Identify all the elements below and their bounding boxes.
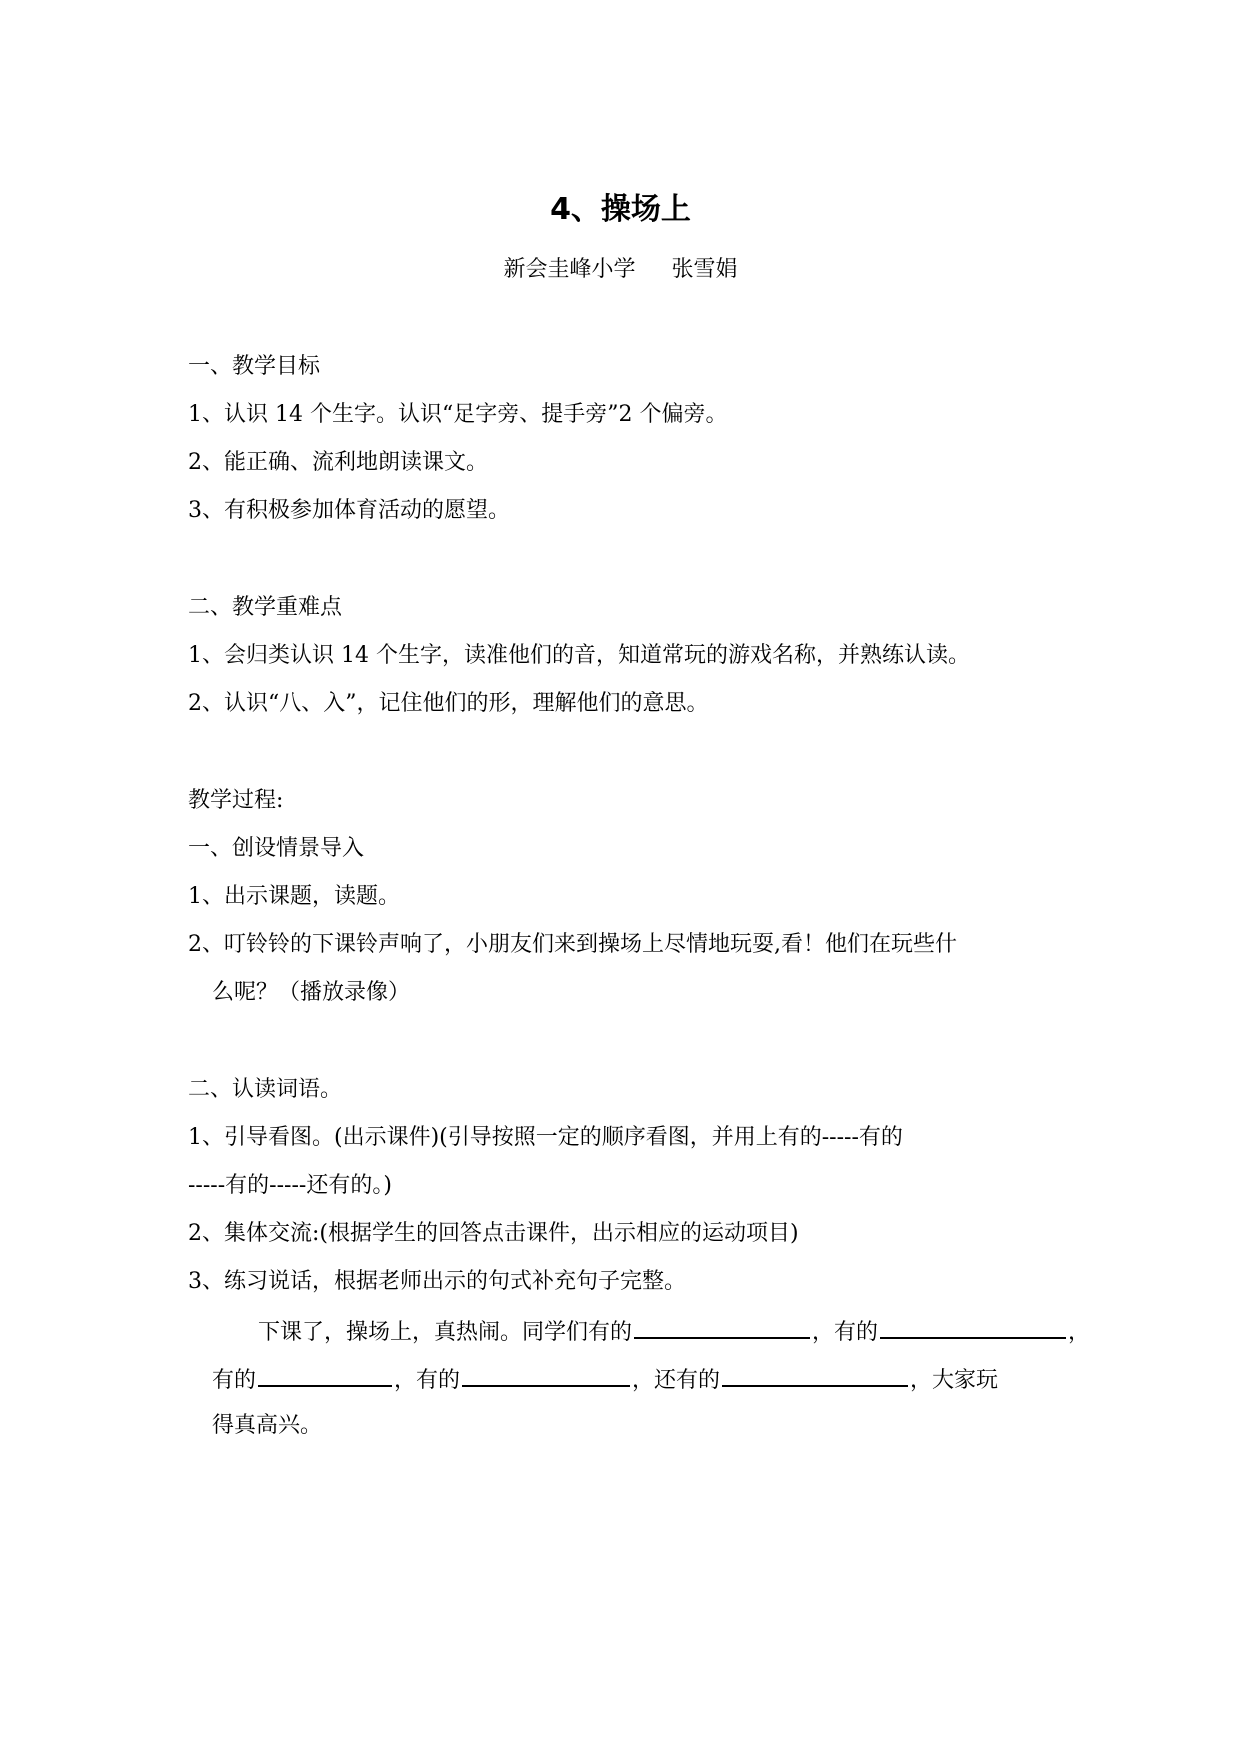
goal-item-1: 1、认识 14 个生字。认识“足字旁、提手旁”2 个偏旁。	[188, 402, 728, 427]
exercise-line-1	[258, 1315, 1090, 1348]
fill-blank-1[interactable]	[634, 1315, 810, 1339]
exercise-text-1: 下课了，操场上，真热闹。同学们有的	[258, 1320, 633, 1345]
key-points-heading: 二、教学重难点	[188, 595, 343, 620]
goals-heading: 一、教学目标	[188, 354, 321, 379]
page-title: 4、操场上	[550, 192, 691, 227]
section1-item-1: 1、出示课题，读题。	[188, 884, 400, 909]
section2-item-1-line1: 1、引导看图。(出示课件)(引导按照一定的顺序看图，并用上有的-----有的	[188, 1125, 903, 1150]
exercise-text-4: 有的	[212, 1368, 257, 1393]
teacher-name: 张雪娟	[671, 257, 738, 282]
section2-item-3: 3、练习说话，根据老师出示的句式补充句子完整。	[188, 1269, 686, 1294]
goal-item-2: 2、能正确、流利地朗读课文。	[188, 450, 488, 475]
section2-item-1-line2: -----有的-----还有的。)	[188, 1173, 392, 1198]
section1-item-2-line2: 么呢？（播放录像）	[212, 980, 411, 1005]
exercise-text-7: ，大家玩	[910, 1368, 999, 1393]
fill-blank-4[interactable]	[462, 1363, 630, 1387]
school-name: 新会圭峰小学	[503, 257, 636, 282]
section1-item-2-line1: 2、叮铃铃的下课铃声响了，小朋友们来到操场上尽情地玩耍,看！他们在玩些什	[188, 932, 957, 957]
exercise-text-5: ，有的	[394, 1368, 461, 1393]
key-point-item-1: 1、会归类认识 14 个生字，读准他们的音，知道常玩的游戏名称，并熟练认读。	[188, 643, 970, 668]
fill-blank-3[interactable]	[258, 1363, 392, 1387]
section2-item-2: 2、集体交流:(根据学生的回答点击课件，出示相应的运动项目)	[188, 1221, 799, 1246]
exercise-text-6: ，还有的	[632, 1368, 721, 1393]
goal-item-3: 3、有积极参加体育活动的愿望。	[188, 498, 510, 523]
key-point-item-2: 2、认识“八、入”，记住他们的形，理解他们的意思。	[188, 691, 709, 716]
section1-heading: 一、创设情景导入	[188, 836, 365, 861]
exercise-line-2	[212, 1363, 998, 1396]
process-heading: 教学过程:	[188, 788, 284, 813]
exercise-text-3: ，	[1068, 1320, 1091, 1345]
exercise-line-3: 得真高兴。	[212, 1413, 323, 1438]
exercise-text-2: ，有的	[812, 1320, 879, 1345]
author-line	[0, 255, 1241, 285]
section2-heading: 二、认读词语。	[188, 1077, 343, 1102]
fill-blank-5[interactable]	[722, 1363, 908, 1387]
fill-blank-2[interactable]	[880, 1315, 1066, 1339]
